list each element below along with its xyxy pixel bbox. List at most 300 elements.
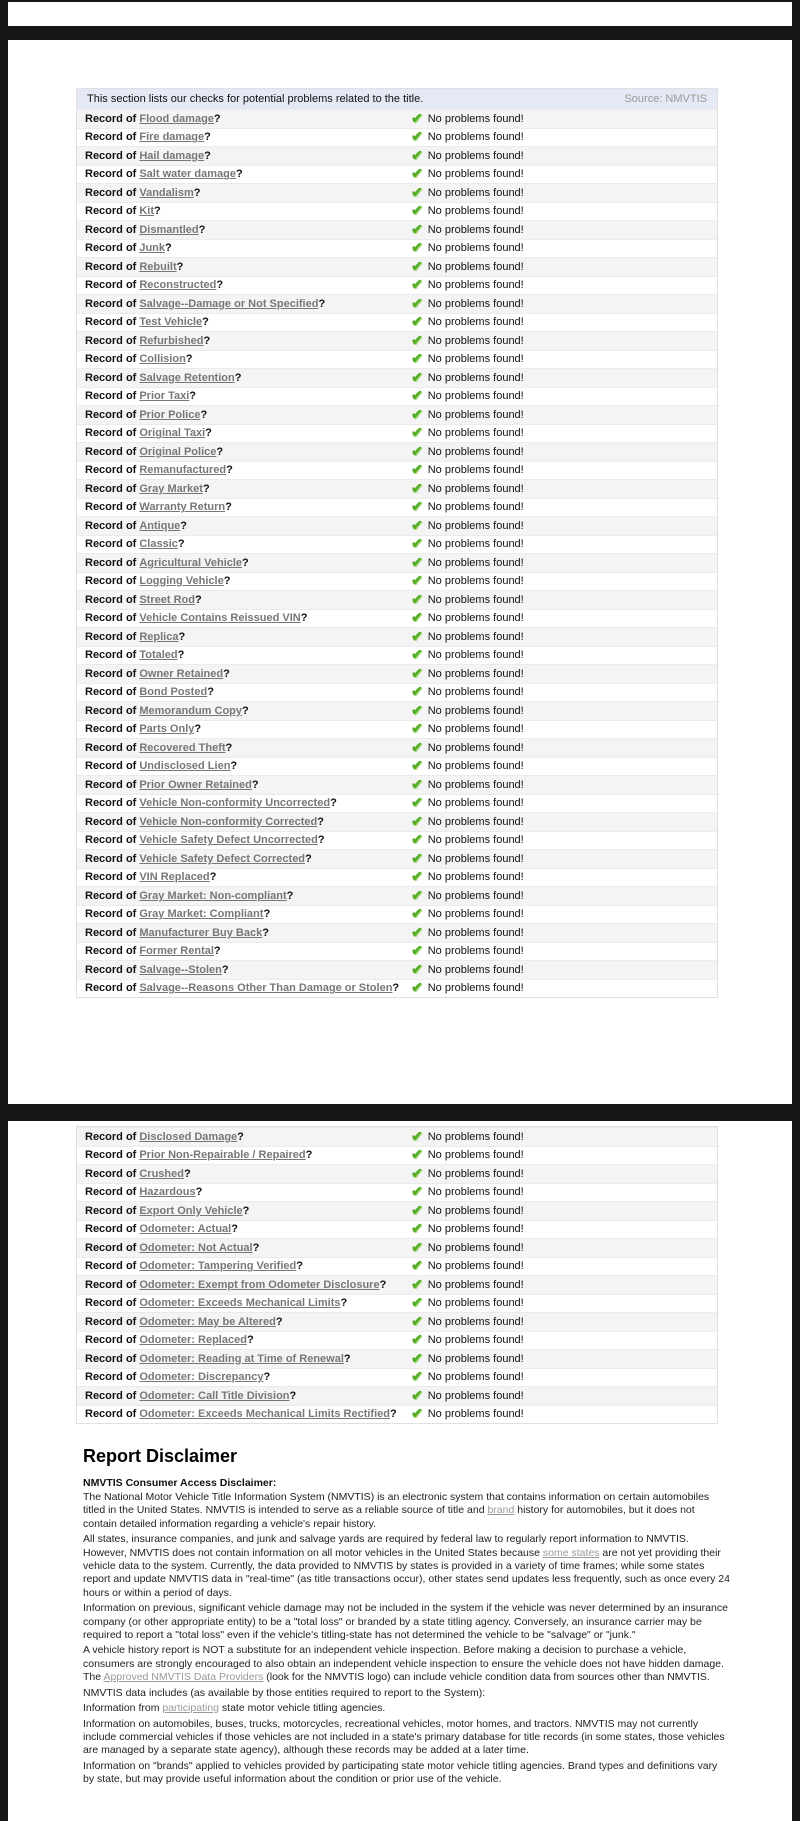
row-status (411, 886, 524, 903)
check-icon: ✔ (411, 923, 423, 940)
check-icon: ✔ (411, 405, 423, 422)
question-mark: ? (317, 834, 325, 847)
disclaimer-paragraph (83, 1702, 731, 1715)
check-icon: ✔ (411, 868, 423, 885)
row-status (411, 1164, 524, 1181)
previous-card-bottom-strip (8, 2, 792, 26)
question-mark: ? (263, 1371, 271, 1384)
record-prefix: Record of (85, 242, 137, 255)
record-prefix: Record of (85, 519, 137, 532)
record-label (77, 1186, 411, 1198)
question-mark: ? (176, 260, 184, 273)
record-type-link[interactable]: Salvage--Reasons Other Than Damage or Stolen (139, 982, 393, 995)
record-label (77, 335, 411, 347)
record-prefix: Record of (85, 482, 137, 495)
record-row (77, 405, 717, 424)
check-icon: ✔ (411, 960, 423, 977)
check-icon: ✔ (411, 757, 423, 774)
record-prefix: Record of (85, 723, 137, 736)
source-label: Source: NMVTIS (624, 93, 707, 105)
record-type-link[interactable]: Odometer: Exceeds Mechanical Limits (139, 1297, 341, 1310)
check-icon: ✔ (411, 424, 423, 441)
record-row (77, 239, 717, 258)
record-prefix: Record of (85, 205, 137, 218)
status-text: No problems found! (427, 556, 524, 569)
record-prefix: Record of (85, 1334, 137, 1347)
question-mark: ? (296, 1260, 303, 1273)
record-prefix: Record of (85, 963, 137, 976)
record-label (77, 483, 411, 495)
question-mark: ? (392, 982, 400, 995)
row-status (411, 389, 524, 403)
inline-link[interactable]: Approved NMVTIS Data Providers (103, 1671, 264, 1684)
check-icon: ✔ (411, 220, 423, 237)
record-type-link[interactable]: Salvage--Damage or Not Specified (139, 297, 319, 310)
question-mark: ? (216, 279, 224, 292)
title-checks-page (8, 40, 792, 1104)
record-prefix: Record of (85, 445, 137, 458)
record-type-link[interactable]: Owner Retained (139, 667, 224, 680)
status-text: No problems found! (427, 593, 524, 606)
row-status (411, 1222, 524, 1236)
disclaimer-title: Report Disclaimer (83, 1446, 238, 1466)
status-text: No problems found! (427, 1186, 524, 1199)
record-type-link[interactable]: Odometer: Exempt from Odometer Disclosure (139, 1278, 380, 1291)
record-type-link[interactable]: Vandalism (139, 186, 194, 199)
record-prefix: Record of (85, 556, 137, 569)
record-prefix: Record of (85, 1241, 137, 1254)
record-row (77, 831, 717, 850)
record-prefix: Record of (85, 741, 137, 754)
record-label (77, 520, 411, 532)
record-type-link[interactable]: Disclosed Damage (139, 1130, 238, 1143)
question-mark: ? (242, 556, 249, 569)
record-type-link[interactable]: Remanufactured (139, 464, 227, 477)
record-label (77, 1353, 411, 1365)
row-status (411, 722, 524, 736)
record-label (77, 409, 411, 421)
record-label (77, 908, 411, 920)
record-label (77, 131, 411, 143)
check-icon: ✔ (411, 609, 423, 626)
inline-link[interactable]: some states (542, 1546, 600, 1559)
record-prefix: Record of (85, 908, 137, 921)
record-type-link[interactable]: Prior Police (139, 408, 201, 421)
row-status (411, 1333, 524, 1347)
record-prefix: Record of (85, 1408, 137, 1421)
record-row (77, 350, 717, 369)
row-status (411, 331, 524, 348)
check-icon: ✔ (411, 257, 423, 274)
row-status (411, 833, 524, 847)
record-row (77, 1312, 717, 1331)
record-row (77, 276, 717, 295)
record-type-link[interactable]: Rebuilt (139, 260, 177, 273)
question-mark: ? (262, 926, 269, 939)
record-type-link[interactable]: Replica (139, 630, 179, 643)
question-mark: ? (340, 1297, 348, 1310)
record-prefix: Record of (85, 168, 137, 181)
inline-link[interactable]: participating (162, 1702, 219, 1715)
record-row (77, 646, 717, 665)
record-label (77, 1205, 411, 1217)
record-label (77, 205, 411, 217)
record-label (77, 316, 411, 328)
table-header (77, 89, 717, 109)
record-label (77, 427, 411, 439)
status-text: No problems found! (427, 1167, 524, 1180)
record-type-link[interactable]: Salvage--Stolen (139, 963, 222, 976)
row-status (411, 685, 524, 699)
record-label (77, 797, 411, 809)
record-type-link[interactable]: Collision (139, 353, 186, 366)
disclaimer-paragraph (83, 1533, 731, 1600)
status-text: No problems found! (427, 1130, 524, 1143)
question-mark: ? (213, 945, 221, 958)
status-text: No problems found! (427, 112, 524, 125)
check-icon: ✔ (411, 350, 423, 367)
record-row (77, 516, 717, 535)
status-text: No problems found! (427, 149, 524, 162)
record-type-link[interactable]: Former Rental (139, 945, 214, 958)
record-type-link[interactable]: Classic (139, 538, 178, 551)
inline-link[interactable]: brand (487, 1504, 515, 1517)
status-text: No problems found! (427, 205, 524, 218)
record-type-link[interactable]: Bond Posted (139, 686, 208, 699)
odometer-checks-page (8, 1121, 792, 1821)
row-status (411, 738, 524, 755)
status-text: No problems found! (427, 945, 524, 958)
row-status (411, 204, 524, 218)
record-label (77, 686, 411, 698)
status-text: No problems found! (427, 464, 524, 477)
record-label (77, 187, 411, 199)
record-type-link[interactable]: Parts Only (139, 723, 195, 736)
row-status (411, 257, 524, 274)
record-row (77, 202, 717, 221)
record-row (77, 294, 717, 313)
check-icon: ✔ (411, 1405, 423, 1422)
check-icon: ✔ (411, 109, 423, 126)
record-row (77, 775, 717, 794)
record-type-link[interactable]: Vehicle Non-conformity Uncorrected (139, 797, 331, 810)
question-mark: ? (225, 501, 232, 514)
record-type-link[interactable]: Odometer: Exceeds Mechanical Limits Rectified (139, 1408, 390, 1421)
record-prefix: Record of (85, 926, 137, 939)
status-text: No problems found! (427, 686, 524, 699)
record-label (77, 705, 411, 717)
question-mark: ? (305, 1149, 313, 1162)
check-icon: ✔ (411, 738, 423, 755)
status-text: No problems found! (427, 926, 524, 939)
status-text: No problems found! (427, 612, 524, 625)
record-type-link[interactable]: Recovered Theft (139, 741, 226, 754)
row-status (411, 426, 524, 440)
record-prefix: Record of (85, 945, 137, 958)
status-text: No problems found! (427, 834, 524, 847)
check-icon: ✔ (411, 1294, 423, 1311)
record-type-link[interactable]: Odometer: Actual (139, 1223, 232, 1236)
record-label (77, 594, 411, 606)
record-type-link[interactable]: Odometer: Not Actual (139, 1241, 253, 1254)
question-mark: ? (177, 649, 185, 662)
check-icon: ✔ (411, 701, 423, 718)
check-icon: ✔ (411, 849, 423, 866)
status-text: No problems found! (427, 778, 524, 791)
record-prefix: Record of (85, 1149, 137, 1162)
record-row (77, 535, 717, 554)
record-row (77, 220, 717, 239)
record-label (77, 224, 411, 236)
disclaimer-paragraph (83, 1491, 731, 1531)
row-status (411, 627, 524, 644)
check-icon: ✔ (411, 886, 423, 903)
record-label (77, 372, 411, 384)
question-mark: ? (226, 464, 233, 477)
check-icon: ✔ (411, 812, 423, 829)
row-status (411, 220, 524, 237)
record-type-link[interactable]: Manufacturer Buy Back (139, 926, 263, 939)
record-type-link[interactable]: Odometer: Tampering Verified (139, 1260, 297, 1273)
row-status (411, 479, 524, 496)
check-icon: ✔ (411, 1331, 423, 1348)
record-type-link[interactable]: Logging Vehicle (139, 575, 224, 588)
record-type-link[interactable]: Antique (139, 519, 181, 532)
record-type-link[interactable]: Gray Market: Compliant (139, 908, 264, 921)
record-prefix: Record of (85, 464, 137, 477)
record-type-link[interactable]: Salt water damage (139, 168, 236, 181)
report-disclaimer (83, 1446, 731, 1787)
record-type-link[interactable]: Prior Owner Retained (139, 778, 252, 791)
check-icon: ✔ (411, 1146, 423, 1163)
row-status (411, 870, 524, 884)
row-status (411, 405, 524, 422)
record-label (77, 964, 411, 976)
record-prefix: Record of (85, 649, 137, 662)
check-icon: ✔ (411, 165, 423, 182)
record-type-link[interactable]: Crushed (139, 1167, 184, 1180)
check-icon: ✔ (411, 1183, 423, 1200)
record-row (77, 979, 717, 998)
record-row (77, 1386, 717, 1405)
record-label (77, 1168, 411, 1180)
question-mark: ? (194, 593, 202, 606)
check-icon: ✔ (411, 590, 423, 607)
disclaimer-paragraph (83, 1687, 731, 1700)
record-row (77, 1294, 717, 1313)
record-type-link[interactable]: Test Vehicle (139, 316, 203, 329)
record-type-link[interactable]: Export Only Vehicle (139, 1204, 243, 1217)
paragraph-text: NMVTIS data includes (as available by those entities required to report to the System): (83, 1686, 486, 1699)
row-status (411, 849, 524, 866)
question-mark: ? (231, 1223, 238, 1236)
record-label (77, 927, 411, 939)
check-icon: ✔ (411, 1127, 423, 1144)
record-prefix: Record of (85, 1371, 137, 1384)
record-type-link[interactable]: Gray Market (139, 482, 203, 495)
record-type-link[interactable]: Memorandum Copy (139, 704, 243, 717)
record-row (77, 1368, 717, 1387)
record-type-link[interactable]: Warranty Return (139, 501, 226, 514)
record-row (77, 738, 717, 757)
question-mark: ? (286, 889, 294, 902)
record-type-link[interactable]: Flood damage (139, 112, 214, 125)
record-type-link[interactable]: Odometer: May be Altered (139, 1315, 276, 1328)
question-mark: ? (275, 1315, 283, 1328)
record-type-link[interactable]: Prior Non-Repairable / Repaired (139, 1149, 306, 1162)
record-type-link[interactable]: Original Taxi (139, 427, 206, 440)
status-text: No problems found! (427, 223, 524, 236)
status-text: No problems found! (427, 1408, 524, 1421)
record-type-link[interactable]: Vehicle Non-conformity Corrected (139, 815, 318, 828)
check-icon: ✔ (411, 368, 423, 385)
check-icon: ✔ (411, 1368, 423, 1385)
status-text: No problems found! (427, 1334, 524, 1347)
question-mark: ? (379, 1278, 387, 1291)
record-type-link[interactable]: Fire damage (139, 131, 205, 144)
record-label (77, 1279, 411, 1291)
status-text: No problems found! (427, 889, 524, 902)
record-type-link[interactable]: Hazardous (139, 1186, 196, 1199)
record-prefix: Record of (85, 501, 137, 514)
check-icon: ✔ (411, 905, 423, 922)
check-icon: ✔ (411, 979, 423, 996)
check-icon: ✔ (411, 1164, 423, 1181)
status-text: No problems found! (427, 963, 524, 976)
record-label (77, 890, 411, 902)
record-row (77, 905, 717, 924)
status-text: No problems found! (427, 334, 524, 347)
row-status (411, 981, 524, 995)
row-status (411, 278, 524, 292)
record-type-link[interactable]: Dismantled (139, 223, 199, 236)
status-text: No problems found! (427, 353, 524, 366)
record-row (77, 1164, 717, 1183)
status-text: No problems found! (427, 482, 524, 495)
check-icon: ✔ (411, 720, 423, 737)
record-prefix: Record of (85, 797, 137, 810)
record-type-link[interactable]: Undisclosed Lien (139, 760, 231, 773)
record-type-link[interactable]: Prior Taxi (139, 390, 190, 403)
row-status (411, 1407, 524, 1421)
record-type-link[interactable]: Gray Market: Non-compliant (139, 889, 287, 902)
record-type-link[interactable]: Junk (139, 242, 166, 255)
record-type-link[interactable]: Odometer: Call Title Division (139, 1389, 290, 1402)
status-text: No problems found! (427, 723, 524, 736)
status-text: No problems found! (427, 630, 524, 643)
record-type-link[interactable]: Refurbished (139, 334, 204, 347)
record-prefix: Record of (85, 390, 137, 403)
record-type-link[interactable]: Original Police (139, 445, 217, 458)
record-type-link[interactable]: Totaled (139, 649, 178, 662)
status-text: No problems found! (427, 390, 524, 403)
row-status (411, 463, 524, 477)
row-status (411, 1312, 524, 1329)
row-status (411, 1370, 524, 1384)
check-icon: ✔ (411, 498, 423, 515)
record-type-link[interactable]: Odometer: Replaced (139, 1334, 247, 1347)
record-prefix: Record of (85, 334, 137, 347)
question-mark: ? (200, 408, 208, 421)
check-icon: ✔ (411, 794, 423, 811)
question-mark: ? (230, 760, 238, 773)
paragraph-text: (look for the NMVTIS logo) can include vehicle condition data from sources other than NMVTIS. (263, 1671, 710, 1684)
record-type-link[interactable]: Odometer: Discrepancy (139, 1371, 264, 1384)
check-icon: ✔ (411, 572, 423, 589)
status-text: No problems found! (427, 1389, 524, 1402)
record-row (77, 757, 717, 776)
row-status (411, 1259, 524, 1273)
record-type-link[interactable]: Odometer: Reading at Time of Renewal (139, 1352, 344, 1365)
record-label (77, 853, 411, 865)
check-icon: ✔ (411, 664, 423, 681)
record-label (77, 871, 411, 883)
status-text: No problems found! (427, 575, 524, 588)
record-type-link[interactable]: Agricultural Vehicle (139, 556, 243, 569)
record-type-link[interactable]: VIN Replaced (139, 871, 210, 884)
record-type-link[interactable]: Vehicle Safety Defect Corrected (139, 852, 306, 865)
check-icon: ✔ (411, 1220, 423, 1237)
record-type-link[interactable]: Salvage Retention (139, 371, 235, 384)
record-label (77, 1371, 411, 1383)
record-row (77, 812, 717, 831)
disclaimer-paragraph (83, 1718, 731, 1758)
disclaimer-subtitle: NMVTIS Consumer Access Disclaimer: (83, 1477, 277, 1489)
record-prefix: Record of (85, 538, 137, 551)
record-row (77, 1275, 717, 1294)
record-type-link[interactable]: Reconstructed (139, 279, 217, 292)
record-label (77, 575, 411, 587)
question-mark: ? (205, 427, 212, 440)
record-type-link[interactable]: Vehicle Safety Defect Uncorrected (139, 834, 318, 847)
record-prefix: Record of (85, 297, 137, 310)
check-icon: ✔ (411, 683, 423, 700)
row-status (411, 315, 524, 329)
record-prefix: Record of (85, 778, 137, 791)
question-mark: ? (202, 316, 209, 329)
record-type-link[interactable]: Kit (139, 205, 155, 218)
record-label (77, 557, 411, 569)
check-icon: ✔ (411, 146, 423, 163)
row-status (411, 553, 524, 570)
paragraph-text: Information on previous, significant vehicle damage may not be included in the system if the vehicle was never determined by an insurance company (or other appropriate entity) to be a "total loss" or branded by a state titling agency. Conversely, an insurance carrier may be required to report a "total loss" even if the vehicle's titling-state has not determined the vehicle to be "salvage" or "junk." (83, 1602, 728, 1642)
record-label (77, 945, 411, 957)
record-type-link[interactable]: Street Rod (139, 593, 195, 606)
record-prefix: Record of (85, 112, 137, 125)
record-label (77, 723, 411, 735)
record-rows (77, 1127, 717, 1423)
record-label (77, 631, 411, 643)
question-mark: ? (207, 686, 214, 699)
row-status (411, 923, 524, 940)
question-mark: ? (198, 223, 206, 236)
record-label (77, 1260, 411, 1272)
status-text: No problems found! (427, 186, 524, 199)
record-type-link[interactable]: Vehicle Contains Reissued VIN (139, 612, 301, 625)
status-text: No problems found! (427, 1223, 524, 1236)
record-row (77, 1257, 717, 1276)
record-prefix: Record of (85, 371, 137, 384)
check-icon: ✔ (411, 1257, 423, 1274)
check-icon: ✔ (411, 1238, 423, 1255)
record-prefix: Record of (85, 1315, 137, 1328)
title-problems-table (76, 88, 718, 998)
check-icon: ✔ (411, 553, 423, 570)
record-prefix: Record of (85, 612, 137, 625)
row-status (411, 516, 524, 533)
record-label (77, 446, 411, 458)
record-type-link[interactable]: Hail damage (139, 149, 205, 162)
